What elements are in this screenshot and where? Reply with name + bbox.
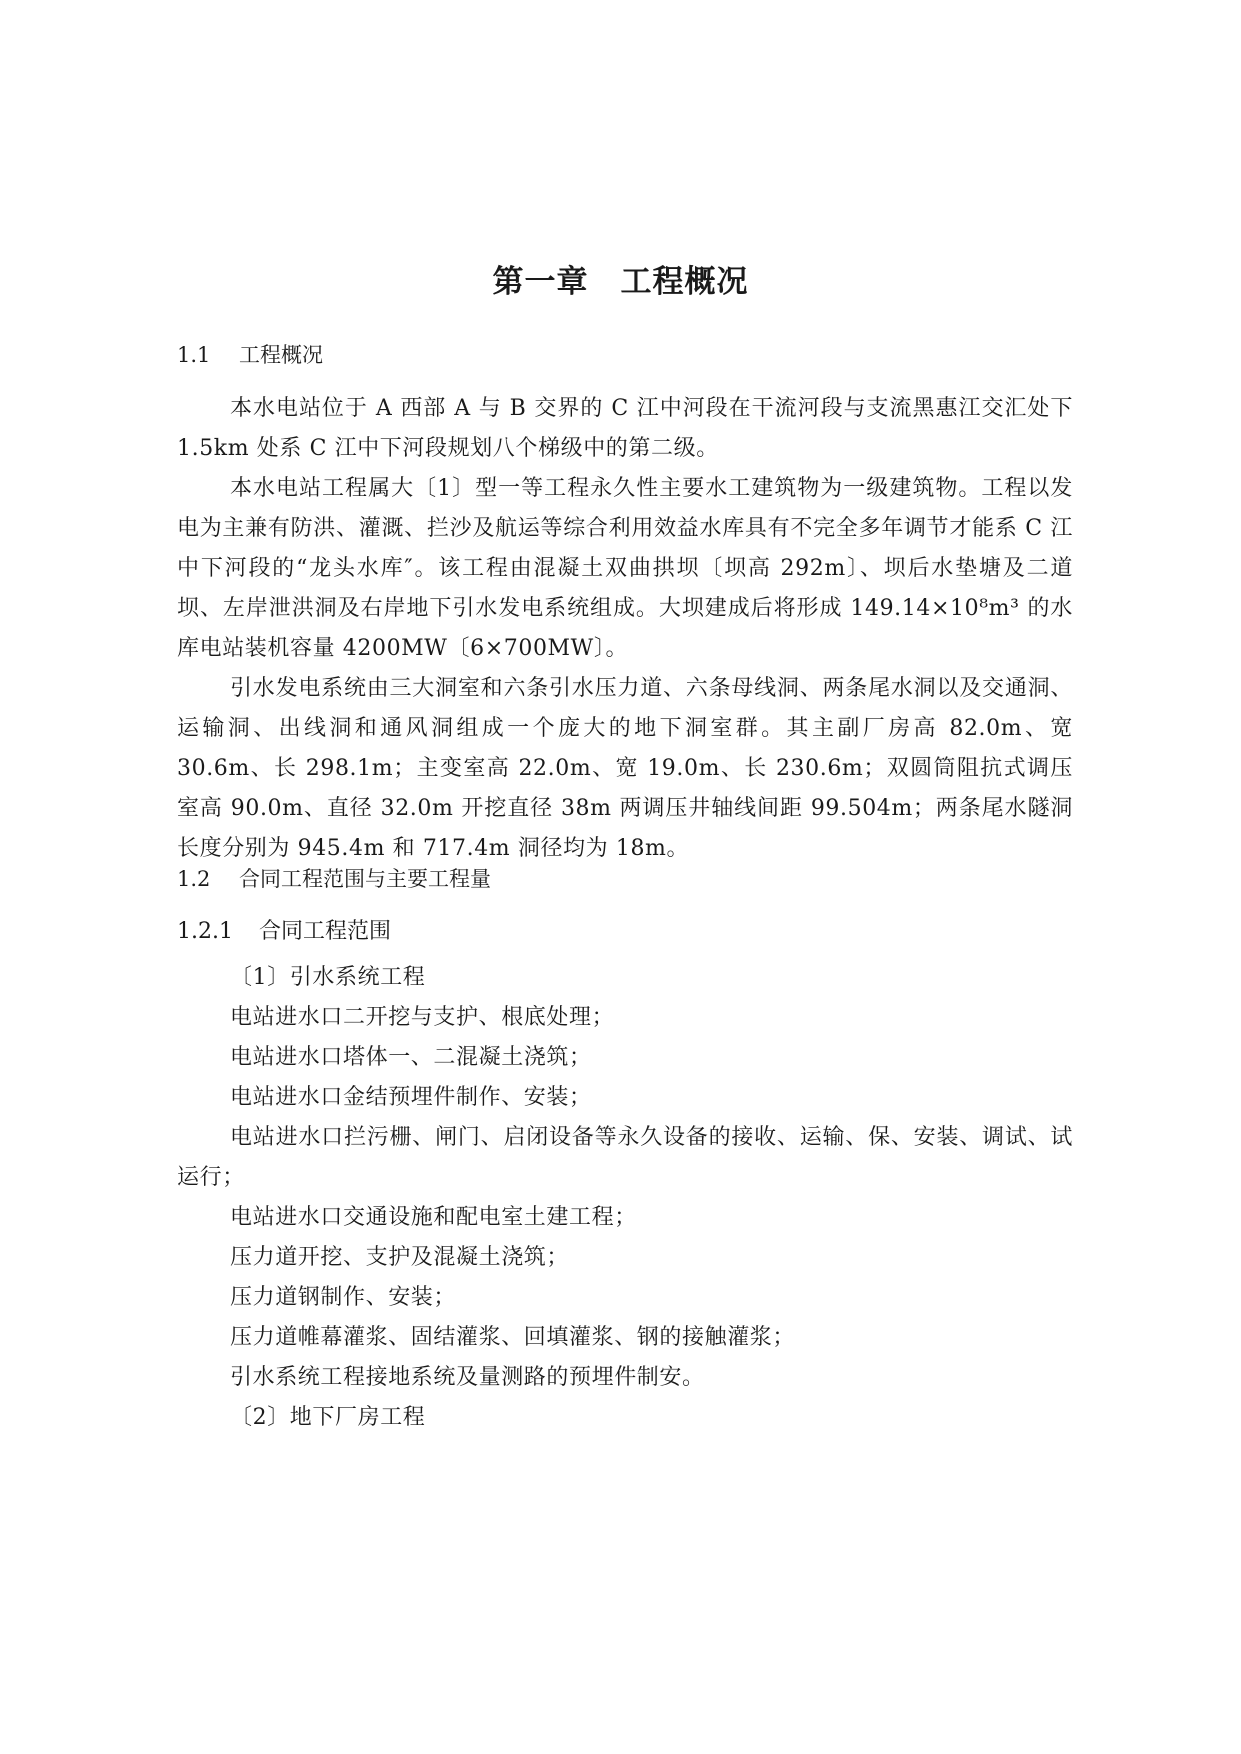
list-item: 压力道钢制作、安装； bbox=[230, 1285, 457, 1310]
subsection-heading-1-2-1 bbox=[177, 917, 391, 947]
chapter-title: 第一章 工程概况 bbox=[492, 264, 749, 300]
list-item: 压力道帷幕灌浆、固结灌浆、回填灌浆、钢的接触灌浆； bbox=[230, 1325, 796, 1350]
list-item: 电站进水口拦污栅、闸门、启闭设备等永久设备的接收、运输、保、安装、调试、试运行； bbox=[177, 1125, 1073, 1190]
section-heading-1-1 bbox=[177, 340, 323, 370]
list-item: 引水系统工程接地系统及量测路的预埋件制安。 bbox=[230, 1365, 705, 1390]
section-heading-1-2 bbox=[177, 864, 491, 894]
section-title: 合同工程范围与主要工程量 bbox=[239, 867, 491, 891]
list-item: 〔2〕地下厂房工程 bbox=[230, 1405, 426, 1430]
paragraph-project-class: 本水电站工程属大〔1〕型一等工程永久性主要水工建筑物为一级建筑物。工程以发电为主兼有防洪、灌溉、拦沙及航运等综合利用效益水库具有不完全多年调节才能系 C 江中下河段的“龙头水库″。该工程由混凝土双曲拱坝〔坝高 292m〕、坝后水垫塘及二道坝、左岸泄洪洞及右岸地下引水发电系统组成。大坝建成后将形成 149.14×10⁸m³ 的水库电站装机容量 4200MW〔6×700MW〕。 bbox=[177, 476, 1073, 661]
list-item: 电站进水口二开挖与支护、根底处理； bbox=[230, 1005, 615, 1030]
section-number: 1.1 bbox=[177, 343, 211, 367]
subsection-title: 合同工程范围 bbox=[259, 919, 392, 944]
subsection-number: 1.2.1 bbox=[177, 919, 233, 944]
list-item: 电站进水口塔体一、二混凝土浇筑； bbox=[230, 1045, 592, 1070]
paragraph-water-diversion: 引水发电系统由三大洞室和六条引水压力道、六条母线洞、两条尾水洞以及交通洞、运输洞、出线洞和通风洞组成一个庞大的地下洞室群。其主副厂房高 82.0m、宽 30.6m、长 298.1m；主变室高 22.0m、宽 19.0m、长 230.6m；双圆筒阻抗式调压室高 90.0m、直径 32.0m 开挖直径 38m 两调压井轴线间距 99.504m；两条尾水隧洞长度分别为 945.4m 和 717.4m 洞径均为 18m。 bbox=[177, 676, 1073, 861]
section-title: 工程概况 bbox=[239, 343, 323, 367]
list-item: 电站进水口交通设施和配电室土建工程； bbox=[230, 1205, 637, 1230]
list-item: 电站进水口金结预埋件制作、安装； bbox=[230, 1085, 592, 1110]
paragraph-location: 本水电站位于 A 西部 A 与 B 交界的 C 江中河段在干流河段与支流黑惠江交汇处下 1.5km 处系 C 江中下河段规划八个梯级中的第二级。 bbox=[177, 396, 1073, 461]
section-number: 1.2 bbox=[177, 867, 211, 891]
list-item: 〔1〕引水系统工程 bbox=[230, 965, 426, 990]
list-item: 压力道开挖、支护及混凝土浇筑； bbox=[230, 1245, 570, 1270]
